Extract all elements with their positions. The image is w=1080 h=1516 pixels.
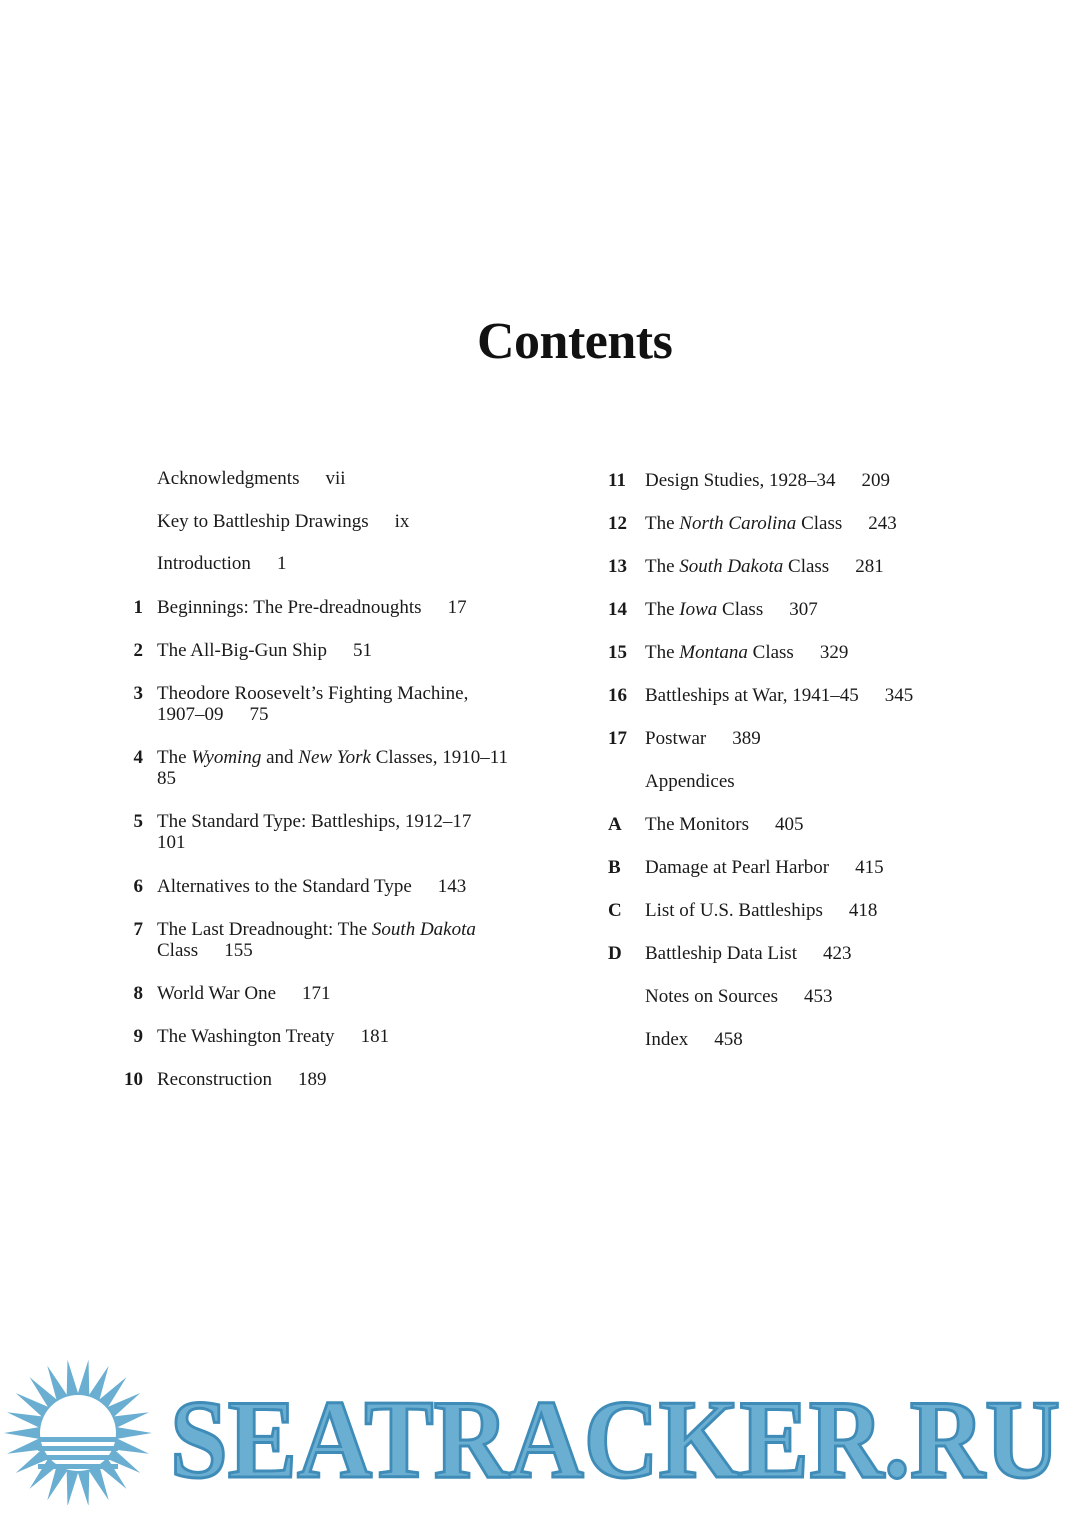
entry-title: Class [717,599,764,620]
page-title: Contents [477,313,673,370]
entry-title: The Monitors [645,814,749,835]
page-number: 307 [789,599,818,620]
entry-title-italic: South Dakota [371,919,476,940]
entry-text [157,919,575,961]
entry-text [645,642,1020,663]
entry-title: The [645,556,680,577]
entry-text [157,747,575,789]
entry-title: World War One [157,983,277,1004]
entry-text [645,513,1020,534]
chapter-number: 2 [133,640,143,661]
page-number: 418 [848,900,878,921]
entry-title-italic: Montana [679,642,748,663]
chapter-number: C [608,900,622,921]
entry-title: The [645,513,680,534]
entry-title: The [645,599,680,620]
entry-title: Notes on Sources [645,986,778,1007]
sun-logo-icon [4,1360,152,1505]
entry-text [645,943,1020,964]
entry-text [645,556,1020,577]
chapter-number: 9 [133,1026,143,1047]
entry-title: The Washington Treaty [157,1026,335,1047]
entry-title: The All-Big-Gun Ship [157,640,327,661]
page-number: 405 [774,814,804,835]
page-number: 1 [276,553,287,574]
page-number: ix [394,511,410,532]
entry-title: Damage at Pearl Harbor [645,857,830,878]
entry-title-italic: Iowa [679,599,718,620]
entry-text [157,683,575,725]
page-number: 458 [714,1029,743,1050]
chapter-number: 16 [608,685,627,706]
entry-title: Reconstruction [157,1069,273,1090]
chapter-number: 8 [133,983,143,1004]
entry-title-italic: South Dakota [679,556,784,577]
entry-title: The Last Dreadnought: The [157,919,372,940]
entry-text [157,983,575,1004]
entry-title: Class [783,556,830,577]
entry-text [157,597,575,618]
page-number: 345 [884,685,914,706]
entry-text [157,640,575,661]
page-number: vii [325,468,346,489]
entry-text [645,728,1020,749]
entry-title: and [261,747,299,768]
entry-title: List of U.S. Battleships [645,900,823,921]
entry-title-italic: North Carolina [679,513,797,534]
entry-text [645,771,1020,792]
entry-text [157,511,575,532]
entry-text [645,685,1020,706]
page-number: 389 [732,728,761,749]
entry-title: Index [645,1029,689,1050]
chapter-number: A [608,814,622,835]
chapter-number: 5 [133,811,143,832]
watermark-text: SEATRACKER.RU [170,1378,1060,1502]
chapter-number: 10 [124,1069,143,1090]
entry-title-italic: Wyoming [191,747,262,768]
page-number: 189 [298,1069,327,1090]
entry-text [157,811,575,853]
entry-text [157,1026,575,1047]
entry-title: The Standard Type: Battleships, 1912–17 [157,811,472,832]
page-number: 155 [224,940,253,961]
page-number: 143 [437,876,467,897]
entry-title: Class [796,513,843,534]
chapter-number: 11 [608,470,626,491]
entry-title: Battleships at War, 1941–45 [645,685,859,706]
entry-title: Introduction [157,553,251,574]
entry-title: Theodore Roosevelt’s Fighting Machine, [157,683,469,704]
entry-title: Design Studies, 1928–34 [645,470,836,491]
entry-title: The [645,642,680,663]
chapter-number: B [608,857,621,878]
entry-text [645,857,1020,878]
entry-title: Key to Battleship Drawings [157,511,369,532]
chapter-number: D [608,943,622,964]
entry-title-italic: New York [298,747,371,768]
chapter-number: 3 [133,683,143,704]
page-number: 281 [855,556,884,577]
entry-title: Classes, 1910–11 [370,747,508,768]
chapter-number: 6 [133,876,143,897]
entry-text [645,900,1020,921]
entry-text [645,470,1020,491]
chapter-number: 4 [133,747,143,768]
entry-text [157,1069,575,1090]
entry-title-line2: Class [157,940,199,961]
chapter-number: 12 [608,513,627,534]
entry-text [157,553,575,574]
entry-title: Appendices [645,771,735,792]
watermark [0,1355,1080,1505]
page-number: 181 [360,1026,390,1047]
page-number: 171 [302,983,331,1004]
page-number: 101 [157,832,186,853]
page-number: 75 [249,704,269,725]
page-number: 243 [868,513,897,534]
page-number: 329 [819,642,849,663]
page-number: 415 [855,857,884,878]
chapter-number: 13 [608,556,627,577]
entry-text [157,876,575,897]
chapter-number: 15 [608,642,627,663]
entry-text [157,468,575,489]
entry-text [645,1029,1020,1050]
chapter-number: 1 [133,597,143,618]
entry-title: Class [747,642,794,663]
entry-title: Beginnings: The Pre-dreadnoughts [157,597,422,618]
entry-title-line2: 1907–09 [157,704,224,725]
entry-title: Battleship Data List [645,943,797,964]
page-number: 51 [352,640,372,661]
chapter-number: 14 [608,599,627,620]
entry-title: Postwar [645,728,707,749]
entry-text [645,814,1020,835]
page-number: 423 [822,943,852,964]
chapter-number: 7 [133,919,143,940]
entry-title: Acknowledgments [157,468,300,489]
page-number: 209 [861,470,891,491]
entry-title: The [157,747,192,768]
page-number: 17 [447,597,467,618]
entry-title: Alternatives to the Standard Type [157,876,412,897]
page-number: 85 [157,768,176,789]
entry-text [645,599,1020,620]
chapter-number: 17 [608,728,627,749]
page-number: 453 [803,986,833,1007]
entry-text [645,986,1020,1007]
